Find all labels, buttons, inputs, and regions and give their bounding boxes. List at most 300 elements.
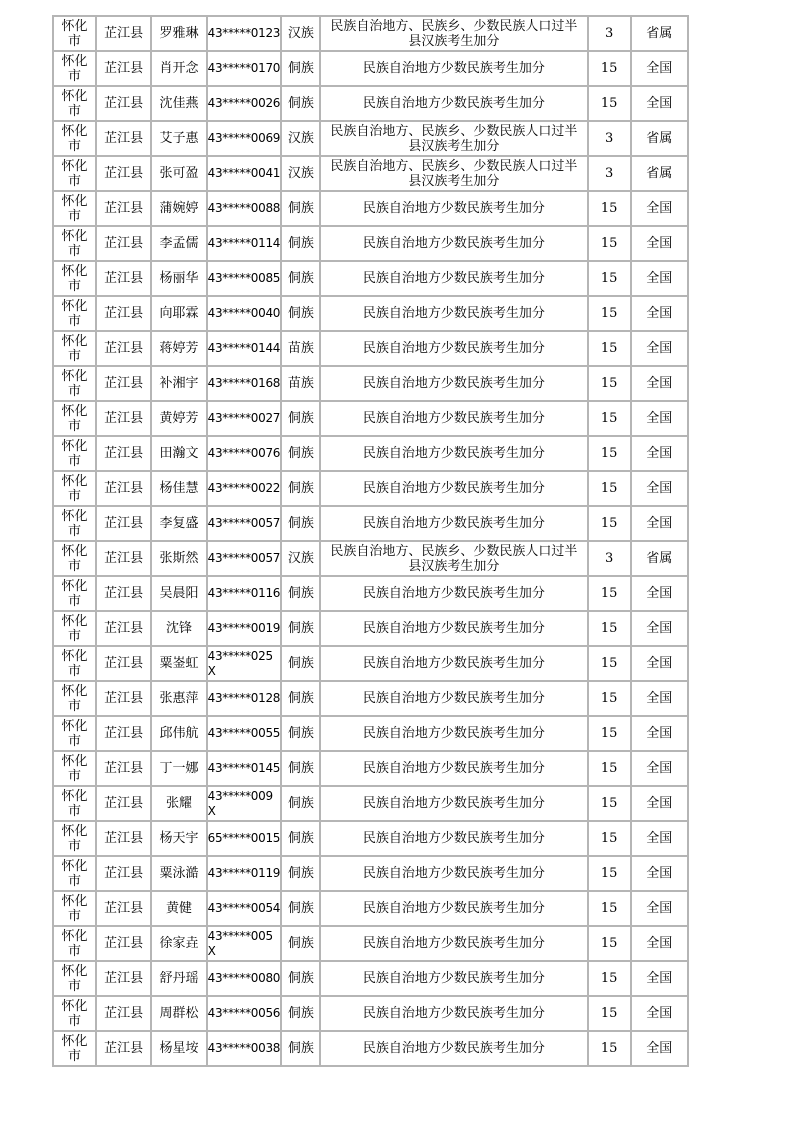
- bonus-points-cell-text: 15: [600, 831, 618, 846]
- name-cell-text: 周群松: [159, 1006, 199, 1021]
- city-cell: [53, 506, 96, 541]
- bonus-reason-cell-text: 民族自治地方、民族乡、少数民族人口过半县汉族考生加分: [330, 158, 578, 189]
- county-cell: [96, 856, 151, 891]
- ethnicity-cell-text: 侗族: [287, 621, 314, 636]
- bonus-points-cell-text: 3: [604, 166, 614, 181]
- bonus-reason-cell: [320, 541, 587, 576]
- county-cell: [96, 191, 151, 226]
- id-number-cell: [207, 86, 282, 121]
- id-number-cell-text: 43*****0038: [207, 1041, 281, 1055]
- ethnicity-cell: [281, 856, 320, 891]
- city-cell: [53, 191, 96, 226]
- scope-cell-text: 全国: [646, 201, 673, 216]
- ethnicity-cell-text: 侗族: [287, 516, 314, 531]
- ethnicity-cell: [281, 156, 320, 191]
- bonus-points-cell: [588, 401, 631, 436]
- table-row: [53, 926, 688, 961]
- id-number-cell: [207, 261, 282, 296]
- name-cell-text: 杨丽华: [159, 271, 199, 286]
- scope-cell: [631, 436, 688, 471]
- scope-cell: [631, 716, 688, 751]
- name-cell-text: 蒲婉婷: [159, 201, 199, 216]
- bonus-reason-cell: [320, 681, 587, 716]
- table-row: [53, 121, 688, 156]
- city-cell: [53, 121, 96, 156]
- ethnicity-cell: [281, 926, 320, 961]
- bonus-points-cell-text: 15: [600, 796, 618, 811]
- bonus-points-cell: [588, 191, 631, 226]
- scope-cell-text: 全国: [646, 656, 673, 671]
- scope-cell: [631, 296, 688, 331]
- ethnicity-cell: [281, 576, 320, 611]
- scope-cell-text: 全国: [646, 761, 673, 776]
- scope-cell-text: 省属: [646, 166, 673, 181]
- city-cell-text: 怀化市: [61, 963, 88, 994]
- city-cell: [53, 786, 96, 821]
- name-cell: [151, 646, 206, 681]
- table-row: [53, 261, 688, 296]
- scope-cell-text: 省属: [646, 551, 673, 566]
- id-number-cell: [207, 681, 282, 716]
- id-number-cell-text: 43*****0019: [207, 621, 281, 635]
- name-cell: [151, 436, 206, 471]
- bonus-reason-cell: [320, 156, 587, 191]
- scope-cell: [631, 86, 688, 121]
- table-row: [53, 366, 688, 401]
- bonus-reason-cell-text: 民族自治地方少数民族考生加分: [362, 61, 545, 76]
- ethnicity-cell-text: 侗族: [287, 306, 314, 321]
- bonus-reason-cell-text: 民族自治地方少数民族考生加分: [362, 1006, 545, 1021]
- id-number-cell-text: 43*****009X: [207, 788, 273, 818]
- scope-cell: [631, 156, 688, 191]
- name-cell-text: 张耀: [165, 796, 192, 811]
- table-row: [53, 436, 688, 471]
- bonus-reason-cell: [320, 891, 587, 926]
- id-number-cell: [207, 996, 282, 1031]
- name-cell-text: 肖开念: [159, 61, 199, 76]
- ethnicity-cell-text: 苗族: [287, 341, 314, 356]
- city-cell-text: 怀化市: [61, 18, 88, 49]
- table-row: [53, 1031, 688, 1066]
- id-number-cell-text: 43*****0170: [207, 61, 281, 75]
- county-cell: [96, 436, 151, 471]
- scope-cell-text: 全国: [646, 481, 673, 496]
- table-row: [53, 226, 688, 261]
- scope-cell-text: 全国: [646, 901, 673, 916]
- city-cell-text: 怀化市: [61, 788, 88, 819]
- bonus-reason-cell: [320, 786, 587, 821]
- ethnicity-cell-text: 侗族: [287, 481, 314, 496]
- scope-cell: [631, 821, 688, 856]
- bonus-points-cell-text: 15: [600, 96, 618, 111]
- county-cell: [96, 821, 151, 856]
- id-number-cell-text: 43*****0144: [207, 341, 281, 355]
- county-cell: [96, 996, 151, 1031]
- scope-cell: [631, 926, 688, 961]
- scope-cell: [631, 16, 688, 51]
- bonus-reason-cell: [320, 821, 587, 856]
- id-number-cell-text: 43*****0069: [207, 131, 281, 145]
- bonus-points-cell-text: 15: [600, 936, 618, 951]
- scope-cell: [631, 646, 688, 681]
- id-number-cell: [207, 471, 282, 506]
- ethnicity-cell: [281, 751, 320, 786]
- ethnicity-cell: [281, 16, 320, 51]
- bonus-points-cell: [588, 331, 631, 366]
- table-row: [53, 331, 688, 366]
- county-cell-text: 芷江县: [104, 586, 144, 601]
- id-number-cell: [207, 121, 282, 156]
- ethnicity-cell-text: 侗族: [287, 656, 314, 671]
- ethnicity-cell: [281, 961, 320, 996]
- bonus-points-cell-text: 15: [600, 61, 618, 76]
- city-cell: [53, 51, 96, 86]
- ethnicity-cell: [281, 541, 320, 576]
- table-row: [53, 541, 688, 576]
- city-cell: [53, 541, 96, 576]
- bonus-points-cell: [588, 891, 631, 926]
- table-body: [53, 16, 688, 1066]
- bonus-reason-cell-text: 民族自治地方少数民族考生加分: [362, 866, 545, 881]
- table-row: [53, 191, 688, 226]
- id-number-cell: [207, 1031, 282, 1066]
- bonus-reason-cell: [320, 611, 587, 646]
- scope-cell-text: 全国: [646, 586, 673, 601]
- bonus-reason-cell-text: 民族自治地方少数民族考生加分: [362, 341, 545, 356]
- name-cell: [151, 471, 206, 506]
- bonus-reason-cell-text: 民族自治地方少数民族考生加分: [362, 761, 545, 776]
- city-cell-text: 怀化市: [61, 88, 88, 119]
- county-cell-text: 芷江县: [104, 1041, 144, 1056]
- bonus-points-cell-text: 15: [600, 901, 618, 916]
- ethnicity-cell-text: 侗族: [287, 271, 314, 286]
- bonus-points-cell: [588, 856, 631, 891]
- bonus-points-cell-text: 15: [600, 411, 618, 426]
- county-cell-text: 芷江县: [104, 726, 144, 741]
- name-cell: [151, 611, 206, 646]
- ethnicity-cell: [281, 506, 320, 541]
- city-cell-text: 怀化市: [61, 1033, 88, 1064]
- ethnicity-cell-text: 侗族: [287, 761, 314, 776]
- ethnicity-cell-text: 侗族: [287, 831, 314, 846]
- table-row: [53, 681, 688, 716]
- bonus-reason-cell-text: 民族自治地方少数民族考生加分: [362, 446, 545, 461]
- bonus-points-cell: [588, 611, 631, 646]
- bonus-reason-cell: [320, 191, 587, 226]
- city-cell: [53, 576, 96, 611]
- bonus-reason-cell-text: 民族自治地方少数民族考生加分: [362, 586, 545, 601]
- name-cell: [151, 821, 206, 856]
- county-cell-text: 芷江县: [104, 341, 144, 356]
- ethnicity-cell: [281, 86, 320, 121]
- id-number-cell-text: 43*****0041: [207, 166, 281, 180]
- city-cell-text: 怀化市: [61, 893, 88, 924]
- county-cell-text: 芷江县: [104, 656, 144, 671]
- ethnicity-cell-text: 侗族: [287, 936, 314, 951]
- name-cell-text: 粟崟虹: [159, 656, 199, 671]
- bonus-reason-cell: [320, 751, 587, 786]
- name-cell-text: 粟泳澔: [159, 866, 199, 881]
- ethnicity-cell: [281, 996, 320, 1031]
- city-cell-text: 怀化市: [61, 298, 88, 329]
- bonus-reason-cell: [320, 471, 587, 506]
- bonus-reason-cell-text: 民族自治地方少数民族考生加分: [362, 236, 545, 251]
- table-row: [53, 786, 688, 821]
- bonus-reason-cell: [320, 401, 587, 436]
- scope-cell: [631, 611, 688, 646]
- city-cell: [53, 156, 96, 191]
- bonus-reason-cell: [320, 226, 587, 261]
- bonus-reason-cell: [320, 716, 587, 751]
- county-cell-text: 芷江县: [104, 866, 144, 881]
- bonus-reason-cell-text: 民族自治地方少数民族考生加分: [362, 96, 545, 111]
- bonus-points-cell-text: 15: [600, 376, 618, 391]
- scope-cell: [631, 226, 688, 261]
- bonus-points-cell: [588, 576, 631, 611]
- id-number-cell-text: 43*****0026: [207, 96, 281, 110]
- scope-cell-text: 省属: [646, 131, 673, 146]
- name-cell-text: 黄婷芳: [159, 411, 199, 426]
- bonus-reason-cell: [320, 366, 587, 401]
- name-cell: [151, 86, 206, 121]
- id-number-cell: [207, 366, 282, 401]
- ethnicity-cell: [281, 1031, 320, 1066]
- ethnicity-cell: [281, 261, 320, 296]
- bonus-points-cell-text: 15: [600, 1041, 618, 1056]
- scope-cell: [631, 751, 688, 786]
- table-row: [53, 471, 688, 506]
- city-cell-text: 怀化市: [61, 193, 88, 224]
- scope-cell: [631, 401, 688, 436]
- scope-cell: [631, 681, 688, 716]
- scope-cell-text: 全国: [646, 621, 673, 636]
- id-number-cell-text: 43*****025X: [207, 648, 273, 678]
- bonus-points-cell: [588, 716, 631, 751]
- bonus-reason-cell-text: 民族自治地方少数民族考生加分: [362, 201, 545, 216]
- id-number-cell-text: 43*****0057: [207, 516, 281, 530]
- bonus-points-cell-text: 15: [600, 271, 618, 286]
- id-number-cell-text: 43*****0123: [207, 26, 281, 40]
- county-cell-text: 芷江县: [104, 26, 144, 41]
- county-cell-text: 芷江县: [104, 61, 144, 76]
- scope-cell: [631, 506, 688, 541]
- county-cell-text: 芷江县: [104, 1006, 144, 1021]
- bonus-points-cell-text: 15: [600, 586, 618, 601]
- county-cell-text: 芷江县: [104, 166, 144, 181]
- county-cell: [96, 506, 151, 541]
- name-cell-text: 吴晨阳: [159, 586, 199, 601]
- ethnicity-cell-text: 侗族: [287, 866, 314, 881]
- ethnicity-cell: [281, 611, 320, 646]
- bonus-reason-cell: [320, 331, 587, 366]
- bonus-reason-cell: [320, 51, 587, 86]
- county-cell-text: 芷江县: [104, 796, 144, 811]
- ethnicity-cell-text: 侗族: [287, 586, 314, 601]
- city-cell: [53, 86, 96, 121]
- county-cell: [96, 16, 151, 51]
- name-cell: [151, 331, 206, 366]
- name-cell-text: 沈锋: [165, 621, 192, 636]
- city-cell: [53, 226, 96, 261]
- scope-cell: [631, 331, 688, 366]
- name-cell: [151, 366, 206, 401]
- county-cell-text: 芷江县: [104, 306, 144, 321]
- name-cell: [151, 681, 206, 716]
- name-cell: [151, 786, 206, 821]
- county-cell: [96, 121, 151, 156]
- ethnicity-cell-text: 侗族: [287, 236, 314, 251]
- bonus-points-cell: [588, 366, 631, 401]
- table-row: [53, 751, 688, 786]
- scope-cell-text: 全国: [646, 726, 673, 741]
- scope-cell-text: 全国: [646, 691, 673, 706]
- name-cell-text: 张可盈: [159, 166, 199, 181]
- county-cell: [96, 576, 151, 611]
- bonus-points-cell-text: 15: [600, 726, 618, 741]
- city-cell-text: 怀化市: [61, 368, 88, 399]
- id-number-cell: [207, 331, 282, 366]
- table-row: [53, 506, 688, 541]
- bonus-reason-cell-text: 民族自治地方、民族乡、少数民族人口过半县汉族考生加分: [330, 18, 578, 49]
- id-number-cell: [207, 646, 282, 681]
- bonus-reason-cell: [320, 261, 587, 296]
- name-cell: [151, 226, 206, 261]
- ethnicity-cell-text: 侗族: [287, 1006, 314, 1021]
- scope-cell: [631, 891, 688, 926]
- county-cell: [96, 366, 151, 401]
- city-cell-text: 怀化市: [61, 508, 88, 539]
- scope-cell: [631, 191, 688, 226]
- bonus-points-cell-text: 15: [600, 691, 618, 706]
- id-number-cell: [207, 926, 282, 961]
- id-number-cell: [207, 751, 282, 786]
- bonus-points-cell-text: 15: [600, 201, 618, 216]
- bonus-reason-cell: [320, 506, 587, 541]
- city-cell: [53, 856, 96, 891]
- name-cell-text: 黄健: [165, 901, 192, 916]
- ethnicity-cell-text: 汉族: [287, 26, 314, 41]
- bonus-points-cell-text: 15: [600, 481, 618, 496]
- city-cell-text: 怀化市: [61, 613, 88, 644]
- ethnicity-cell-text: 侗族: [287, 446, 314, 461]
- city-cell-text: 怀化市: [61, 823, 88, 854]
- bonus-reason-cell: [320, 16, 587, 51]
- city-cell-text: 怀化市: [61, 928, 88, 959]
- id-number-cell-text: 43*****0119: [207, 866, 281, 880]
- scope-cell-text: 全国: [646, 1006, 673, 1021]
- ethnicity-cell: [281, 786, 320, 821]
- bonus-points-cell-text: 15: [600, 761, 618, 776]
- name-cell: [151, 926, 206, 961]
- ethnicity-cell: [281, 646, 320, 681]
- bonus-points-cell-text: 3: [604, 26, 614, 41]
- bonus-points-cell: [588, 471, 631, 506]
- bonus-reason-cell-text: 民族自治地方、民族乡、少数民族人口过半县汉族考生加分: [330, 123, 578, 154]
- ethnicity-cell: [281, 891, 320, 926]
- city-cell: [53, 436, 96, 471]
- county-cell: [96, 926, 151, 961]
- bonus-points-table: [52, 15, 689, 1067]
- bonus-points-cell-text: 15: [600, 446, 618, 461]
- name-cell: [151, 156, 206, 191]
- city-cell: [53, 401, 96, 436]
- id-number-cell-text: 43*****0116: [207, 586, 281, 600]
- city-cell: [53, 996, 96, 1031]
- bonus-points-cell-text: 15: [600, 306, 618, 321]
- bonus-reason-cell-text: 民族自治地方少数民族考生加分: [362, 411, 545, 426]
- county-cell: [96, 296, 151, 331]
- scope-cell-text: 全国: [646, 96, 673, 111]
- bonus-points-cell: [588, 261, 631, 296]
- city-cell-text: 怀化市: [61, 123, 88, 154]
- ethnicity-cell-text: 苗族: [287, 376, 314, 391]
- id-number-cell-text: 65*****0015: [207, 831, 281, 845]
- table-row: [53, 646, 688, 681]
- id-number-cell: [207, 541, 282, 576]
- scope-cell-text: 全国: [646, 376, 673, 391]
- ethnicity-cell: [281, 681, 320, 716]
- ethnicity-cell: [281, 821, 320, 856]
- county-cell: [96, 86, 151, 121]
- bonus-points-cell: [588, 961, 631, 996]
- city-cell-text: 怀化市: [61, 998, 88, 1029]
- id-number-cell-text: 43*****0114: [207, 236, 281, 250]
- ethnicity-cell: [281, 226, 320, 261]
- bonus-reason-cell-text: 民族自治地方少数民族考生加分: [362, 936, 545, 951]
- ethnicity-cell: [281, 401, 320, 436]
- county-cell-text: 芷江县: [104, 481, 144, 496]
- county-cell-text: 芷江县: [104, 271, 144, 286]
- city-cell-text: 怀化市: [61, 53, 88, 84]
- bonus-reason-cell-text: 民族自治地方少数民族考生加分: [362, 656, 545, 671]
- bonus-points-cell: [588, 821, 631, 856]
- city-cell: [53, 716, 96, 751]
- county-cell: [96, 1031, 151, 1066]
- table-row: [53, 611, 688, 646]
- id-number-cell: [207, 296, 282, 331]
- id-number-cell-text: 43*****0080: [207, 971, 281, 985]
- county-cell: [96, 786, 151, 821]
- county-cell-text: 芷江县: [104, 621, 144, 636]
- scope-cell-text: 全国: [646, 236, 673, 251]
- bonus-points-cell: [588, 436, 631, 471]
- county-cell-text: 芷江县: [104, 201, 144, 216]
- bonus-points-cell-text: 15: [600, 341, 618, 356]
- ethnicity-cell: [281, 366, 320, 401]
- county-cell: [96, 156, 151, 191]
- bonus-reason-cell-text: 民族自治地方少数民族考生加分: [362, 1041, 545, 1056]
- id-number-cell-text: 43*****005X: [207, 928, 273, 958]
- scope-cell: [631, 366, 688, 401]
- ethnicity-cell-text: 侗族: [287, 691, 314, 706]
- bonus-points-cell: [588, 1031, 631, 1066]
- scope-cell-text: 全国: [646, 306, 673, 321]
- ethnicity-cell: [281, 436, 320, 471]
- id-number-cell: [207, 611, 282, 646]
- city-cell-text: 怀化市: [61, 438, 88, 469]
- scope-cell: [631, 471, 688, 506]
- id-number-cell: [207, 16, 282, 51]
- ethnicity-cell: [281, 121, 320, 156]
- name-cell-text: 罗雅琳: [159, 26, 199, 41]
- county-cell: [96, 401, 151, 436]
- id-number-cell-text: 43*****0055: [207, 726, 281, 740]
- id-number-cell: [207, 401, 282, 436]
- id-number-cell: [207, 856, 282, 891]
- city-cell: [53, 611, 96, 646]
- name-cell-text: 李孟儒: [159, 236, 199, 251]
- city-cell-text: 怀化市: [61, 578, 88, 609]
